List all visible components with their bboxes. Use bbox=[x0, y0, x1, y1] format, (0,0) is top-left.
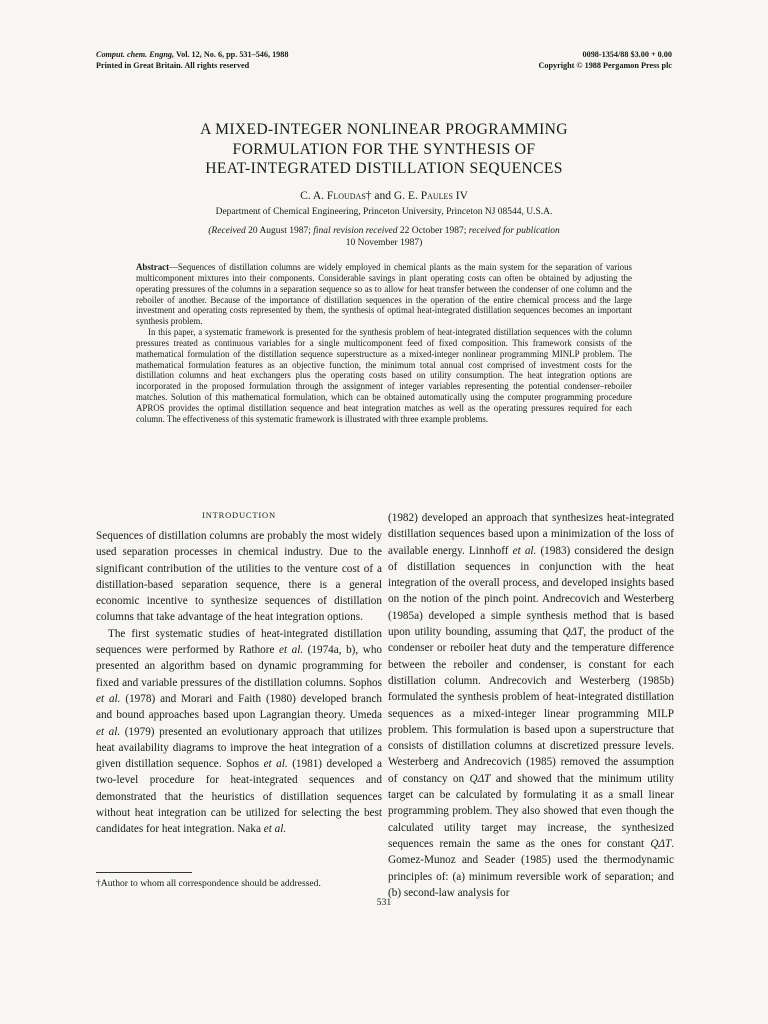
q-delta-t: QΔT bbox=[562, 626, 584, 639]
issn-price: 0098-1354/88 $3.00 + 0.00 bbox=[582, 50, 672, 59]
title-line: HEAT-INTEGRATED DISTILLATION SEQUENCES bbox=[205, 160, 563, 177]
body-paragraph bbox=[388, 510, 674, 901]
et-al: et al. bbox=[512, 544, 537, 557]
et-al: et al. bbox=[263, 758, 288, 771]
abstract-label: Abstract bbox=[136, 262, 170, 272]
running-header-left bbox=[96, 50, 288, 71]
text-run: , the product of the condenser or reboiler heat duty and the temperature difference between the reboiler and condenser, is constant for each distillation column. Andrecovich and Westerberg (1985b) formulated the synthesis problem of heat-integrated distillation sequences as a mixed-integer linear programming MILP problem. This formulation is based upon a superstructure that consists of distillation columns at discretized pressure levels. Westerberg and Andrecovich (1985) removed the assumption of constancy on bbox=[388, 626, 674, 785]
abstract bbox=[136, 262, 632, 425]
section-heading: INTRODUCTION bbox=[202, 510, 276, 520]
article-title bbox=[96, 120, 672, 179]
abstract-text: —Sequences of distillation columns are widely employed in chemical plants as the main system for the separation of various multicomponent mixtures into their components. Considerable savings in plant operating costs can often be obtained by adjusting the operating pressures of the columns in a separation sequence so as to allow for heat transfer between the condenser of one column and the reboiler of another. Because of the importance of distillation sequences in the operation of the entire chemical process and the large investment and operating costs represented by them, the synthesis of optimal heat-integrated distillation sequences becomes an important synthesis problem. bbox=[136, 262, 632, 327]
q-delta-t: QΔT bbox=[469, 772, 491, 785]
author-line bbox=[96, 190, 672, 202]
body-column-left bbox=[96, 510, 382, 838]
author-suffix: IV bbox=[452, 190, 468, 202]
abstract-paragraph bbox=[136, 262, 632, 327]
body-column-right bbox=[388, 510, 674, 901]
text-run: (1983) considered the design of distillation sequences in conjunction with the heat integration of the overall process, and developed insights based on the notion of the pinch point. Andrecovich and Westerberg (1985a) developed a simple synthesis method that is based upon utility bounding, assuming that bbox=[388, 544, 674, 639]
journal-volume: Vol. 12, No. 6, pp. 531–546, 1988 bbox=[175, 50, 289, 59]
title-line: FORMULATION FOR THE SYNTHESIS OF bbox=[232, 140, 536, 158]
text-run: (1981) developed a two-level procedure for heat-integrated sequences and demonstrated that the heuristics of distillation sequences without heat integration can be utilized for selecting the best candidates for heat integration. Naka bbox=[96, 758, 383, 836]
q-delta-t: QΔT bbox=[650, 837, 672, 850]
printed-note: Printed in Great Britain. All rights reserved bbox=[96, 60, 250, 70]
text-run: The first systematic studies of heat-integrated distillation sequences were performed by Rathore bbox=[96, 627, 382, 657]
publication-label: received for publication bbox=[468, 226, 560, 236]
author-name: Paules bbox=[420, 190, 453, 202]
text-run: . Gomez-Munoz and Seader (1985) used the thermodynamic principles of: (a) minimum reversible work of separation; and (b) second-law analysis for bbox=[388, 837, 674, 899]
page-number: 531 bbox=[376, 897, 392, 908]
running-header-right bbox=[538, 50, 672, 71]
affiliation: Department of Chemical Engineering, Princeton University, Princeton NJ 08544, U.S.A. bbox=[215, 207, 553, 217]
body-paragraph: Sequences of distillation columns are probably the most widely used separation processes in chemical industry. Due to the significant contribution of the utilities to the venture cost of a distillation-based separation sequence, there is a general economic incentive to synthesize sequences of distillation columns that take advantage of the heat integration options. bbox=[96, 530, 382, 624]
text-run: (1979) presented an evolutionary approach that utilizes heat availability diagrams to improve the heat integration of a given distillation sequence. Sophos bbox=[96, 725, 382, 771]
text-run: (1978) and Morari and Faith (1980) developed branch and bound approaches based upon Lagrangian theory. Umeda bbox=[96, 692, 382, 722]
et-al: et al. bbox=[263, 823, 287, 836]
received-label: (Received bbox=[208, 226, 246, 236]
abstract-paragraph: In this paper, a systematic framework is presented for the synthesis problem of heat-integrated distillation sequences with the column pressures treated as continuous variables for a single multicomponent feed of fixed composition. This framework consists of the mathematical formulation of the distillation sequence superstructure as a mixed-integer nonlinear programming MINLP problem. The mathematical formulation features as an objective function, the minimum total annual cost comprised of investment costs for the distillation columns and heat exchangers plus the operating costs based on utility consumption. The heat integration options are incorporated in the proposed formulation through the assignment of integer variables representing the potential condenser–reboiler matches. Solution of this mathematical formulation, which can be obtained automatically using the computer programming procedure APROS provides the optimal distillation sequence and heat integration matches as well as the operating pressures required for each column. The effectiveness of this systematic framework is illustrated with three example problems. bbox=[136, 327, 632, 424]
author-initials: C. A. bbox=[300, 190, 327, 202]
received-date: 20 August 1987; bbox=[245, 226, 314, 236]
et-al: et al. bbox=[96, 692, 121, 705]
text-run: (1974a, b), who presented an algorithm based on dynamic programming for fixed and variable pressures of the distillation columns. Sophos bbox=[96, 644, 383, 689]
author-name: Floudas bbox=[326, 190, 366, 202]
footnote-divider bbox=[96, 872, 192, 873]
copyright-line: Copyright © 1988 Pergamon Press plc bbox=[538, 60, 672, 70]
journal-name: Comput. chem. Engng, bbox=[96, 50, 175, 59]
text-run: (1982) developed an approach that synthesizes heat-integrated distillation sequences based upon a minimization of the loss of available energy. Linnhoff bbox=[388, 512, 674, 557]
received-dates bbox=[136, 226, 632, 249]
body-paragraph bbox=[96, 626, 382, 838]
dagger-mark: † bbox=[365, 190, 372, 202]
et-al: et al. bbox=[96, 725, 121, 738]
et-al: et al. bbox=[279, 644, 304, 657]
revision-date: 22 October 1987; bbox=[397, 226, 469, 236]
author-initials: G. E. bbox=[393, 190, 421, 202]
author-conjunction: and bbox=[371, 190, 394, 202]
revision-label: final revision received bbox=[313, 226, 398, 236]
text-run: and showed that the minimum utility target can be calculated by formulating it as a small linear programming problem. They also showed that even though the calculated utility target may increase, the synthesized sequences remain the same as the ones for constant bbox=[388, 772, 674, 850]
footnote: †Author to whom all correspondence should be addressed. bbox=[96, 878, 321, 889]
title-line: A MIXED-INTEGER NONLINEAR PROGRAMMING bbox=[200, 121, 568, 138]
publication-date: 10 November 1987) bbox=[345, 237, 423, 248]
